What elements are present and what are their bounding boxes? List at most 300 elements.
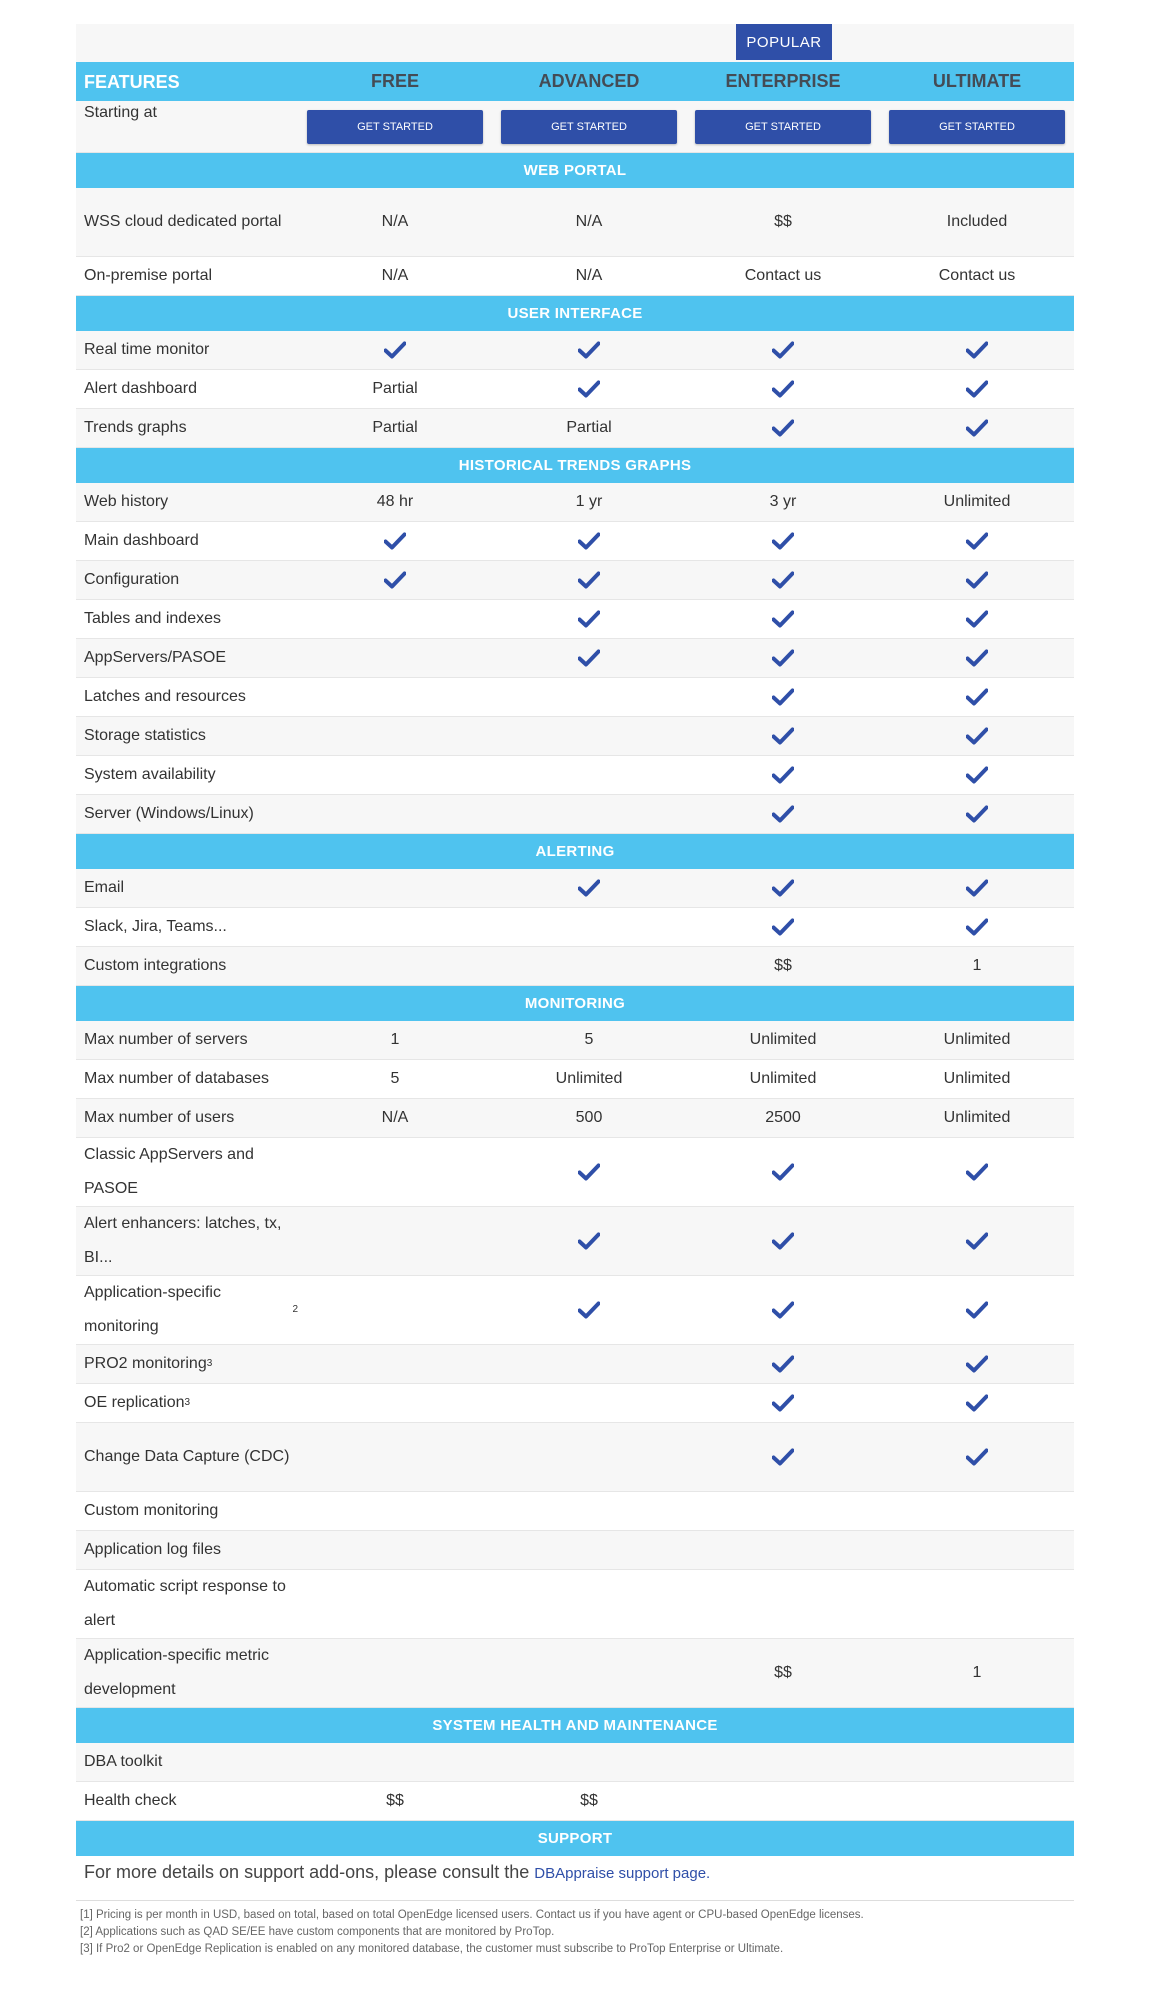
feature-label-cell: OE replication 3 (76, 1384, 298, 1422)
value-cell: Unlimited (943, 1031, 1011, 1048)
check-icon (384, 532, 406, 550)
check-icon (772, 918, 794, 936)
footnote-2: [2] Applications such as QAD SE/EE have custom components that are monitored by ProTop. (80, 1926, 555, 1938)
pricing-table (76, 24, 1074, 1958)
check-icon (966, 341, 988, 359)
starting-at-row (76, 101, 1074, 153)
included-cell (686, 331, 880, 369)
feature-label: Tables and indexes (84, 610, 221, 627)
feature-label: OE replication (84, 1394, 185, 1411)
feature-label: WSS cloud dedicated portal (84, 213, 282, 230)
feature-row (76, 1570, 1074, 1639)
included-cell (880, 331, 1074, 369)
feature-row (76, 483, 1074, 522)
check-icon (966, 419, 988, 437)
check-icon (966, 805, 988, 823)
value-cell (298, 947, 492, 985)
included-cell (686, 639, 880, 677)
check-icon (772, 688, 794, 706)
check-icon (772, 727, 794, 745)
check-icon (966, 380, 988, 398)
value-cell (298, 1743, 492, 1781)
value-cell: Included (946, 213, 1008, 230)
value-cell: N/A (575, 213, 603, 230)
feature-label: PRO2 monitoring (84, 1355, 207, 1372)
feature-label: Automatic script response to alert (84, 1578, 286, 1629)
feature-row (76, 1345, 1074, 1384)
value-cell (492, 1423, 686, 1491)
check-icon (578, 649, 600, 667)
value-cell: Partial (372, 419, 418, 436)
check-icon (578, 1301, 600, 1319)
feature-row (76, 188, 1074, 257)
feature-label: Email (84, 879, 125, 896)
value-cell (686, 1570, 880, 1638)
value-cell: Unlimited (943, 1070, 1011, 1087)
included-cell (686, 1384, 880, 1422)
check-icon (578, 1232, 600, 1250)
included-cell (492, 639, 686, 677)
feature-label-cell (76, 639, 298, 677)
included-cell (880, 522, 1074, 560)
support-note (76, 1856, 1074, 1894)
feature-label: Trends graphs (84, 419, 187, 436)
plan-ultimate-heading: ULTIMATE (932, 71, 1022, 91)
feature-label-cell (76, 795, 298, 833)
feature-label-cell (76, 522, 298, 560)
feature-row (76, 1099, 1074, 1138)
included-cell (880, 908, 1074, 946)
included-cell (880, 1276, 1074, 1344)
feature-label-cell: Application-specific monitoring 2 (76, 1276, 298, 1344)
feature-row (76, 908, 1074, 947)
feature-row (76, 717, 1074, 756)
included-cell (686, 869, 880, 907)
feature-row (76, 869, 1074, 908)
check-icon (772, 1232, 794, 1250)
feature-label-cell (76, 717, 298, 755)
popular-badge: POPULAR (736, 24, 832, 60)
feature-row (76, 1423, 1074, 1492)
value-cell: Partial (566, 419, 612, 436)
value-cell (686, 1782, 880, 1820)
included-cell (880, 1423, 1074, 1491)
value-cell: Unlimited (749, 1031, 817, 1048)
feature-row (76, 1138, 1074, 1207)
value-cell: Unlimited (943, 1109, 1011, 1126)
feature-label: DBA toolkit (84, 1753, 163, 1770)
check-icon (772, 1355, 794, 1373)
feature-label-cell (76, 1099, 298, 1137)
value-cell (492, 678, 686, 716)
feature-label-cell (76, 908, 298, 946)
check-icon (966, 649, 988, 667)
check-icon (578, 610, 600, 628)
check-icon (966, 532, 988, 550)
feature-label-cell (76, 257, 298, 295)
value-cell: Unlimited (749, 1070, 817, 1087)
included-cell (686, 522, 880, 560)
feature-label: Latches and resources (84, 688, 246, 705)
feature-label-cell (76, 1570, 298, 1638)
value-cell (298, 1570, 492, 1638)
included-cell (880, 600, 1074, 638)
feature-row (76, 947, 1074, 986)
value-cell (880, 1743, 1074, 1781)
check-icon (966, 727, 988, 745)
feature-label-cell (76, 188, 298, 256)
footnotes (76, 1901, 1074, 1958)
check-icon (772, 419, 794, 437)
value-cell (492, 1384, 686, 1422)
section-header: SYSTEM HEALTH AND MAINTENANCE (76, 1708, 1074, 1743)
check-icon (578, 341, 600, 359)
included-cell (880, 370, 1074, 408)
check-icon (578, 1163, 600, 1181)
value-cell (298, 1531, 492, 1569)
value-cell (492, 1570, 686, 1638)
check-icon (966, 766, 988, 784)
included-cell (880, 756, 1074, 794)
included-cell (492, 600, 686, 638)
feature-label-cell (76, 1060, 298, 1098)
included-cell (492, 1276, 686, 1344)
feature-row (76, 1060, 1074, 1099)
value-cell: Unlimited (555, 1070, 623, 1087)
included-cell (686, 678, 880, 716)
check-icon (772, 571, 794, 589)
feature-label-cell (76, 1207, 298, 1275)
check-icon (966, 879, 988, 897)
check-icon (966, 1355, 988, 1373)
value-cell: Contact us (744, 267, 822, 284)
feature-label: Configuration (84, 571, 180, 588)
feature-label-cell (76, 756, 298, 794)
value-cell: $$ (774, 957, 792, 974)
included-cell (686, 908, 880, 946)
value-cell (686, 1531, 880, 1569)
feature-label-cell (76, 561, 298, 599)
features-heading: FEATURES (84, 71, 180, 92)
check-icon (772, 649, 794, 667)
feature-label-cell: PRO2 monitoring 3 (76, 1345, 298, 1383)
included-cell (686, 1423, 880, 1491)
feature-label: Max number of databases (84, 1070, 269, 1087)
check-icon (772, 1163, 794, 1181)
included-cell (880, 639, 1074, 677)
feature-label: Max number of users (84, 1109, 235, 1126)
included-cell (880, 717, 1074, 755)
feature-label: System availability (84, 766, 216, 783)
value-cell: $$ (774, 213, 792, 230)
value-cell (492, 795, 686, 833)
feature-label: Alert dashboard (84, 380, 197, 397)
feature-label: Change Data Capture (CDC) (84, 1448, 290, 1465)
check-icon (966, 1232, 988, 1250)
feature-label-cell (76, 1021, 298, 1059)
feature-row (76, 561, 1074, 600)
check-icon (966, 571, 988, 589)
value-cell (880, 1531, 1074, 1569)
feature-label: Custom integrations (84, 957, 227, 974)
feature-row (76, 1782, 1074, 1821)
value-cell: 1 (972, 957, 982, 974)
feature-label: Application-specific monitoring (84, 1284, 221, 1335)
value-cell: Partial (372, 380, 418, 397)
check-icon (966, 918, 988, 936)
feature-label-cell (76, 370, 298, 408)
value-cell (298, 1207, 492, 1275)
value-cell (298, 678, 492, 716)
feature-label-cell (76, 947, 298, 985)
value-cell (492, 756, 686, 794)
check-icon (772, 341, 794, 359)
value-cell: Unlimited (943, 493, 1011, 510)
value-cell: N/A (381, 267, 409, 284)
included-cell (880, 678, 1074, 716)
value-cell: 2500 (765, 1109, 801, 1126)
feature-label: Server (Windows/Linux) (84, 805, 254, 822)
feature-label: Max number of servers (84, 1031, 248, 1048)
value-cell: $$ (386, 1792, 404, 1809)
feature-row (76, 331, 1074, 370)
feature-row (76, 522, 1074, 561)
check-icon (772, 1394, 794, 1412)
check-icon (578, 571, 600, 589)
value-cell: $$ (774, 1664, 792, 1681)
included-cell (686, 1207, 880, 1275)
value-cell: 1 (390, 1031, 400, 1048)
feature-label: Slack, Jira, Teams... (84, 918, 227, 935)
value-cell: N/A (381, 213, 409, 230)
section-header: HISTORICAL TRENDS GRAPHS (76, 448, 1074, 483)
feature-row (76, 600, 1074, 639)
value-cell (492, 1492, 686, 1530)
included-cell (686, 600, 880, 638)
value-cell (298, 1384, 492, 1422)
value-cell (298, 1492, 492, 1530)
value-cell (686, 1492, 880, 1530)
value-cell (298, 1345, 492, 1383)
feature-label-cell (76, 678, 298, 716)
feature-sections (76, 153, 1074, 1821)
check-icon (772, 1301, 794, 1319)
feature-label: Main dashboard (84, 532, 199, 549)
value-cell (298, 1276, 492, 1344)
included-cell (686, 409, 880, 447)
feature-label-cell (76, 331, 298, 369)
feature-label-cell (76, 1743, 298, 1781)
feature-row (76, 639, 1074, 678)
value-cell (880, 1570, 1074, 1638)
feature-label: Application log files (84, 1541, 221, 1558)
feature-label-cell (76, 409, 298, 447)
check-icon (578, 879, 600, 897)
check-icon (578, 532, 600, 550)
value-cell (492, 908, 686, 946)
check-icon (772, 610, 794, 628)
check-icon (384, 571, 406, 589)
feature-label: Custom monitoring (84, 1502, 219, 1519)
feature-row (76, 1207, 1074, 1276)
plan-free-heading: FREE (370, 71, 419, 91)
value-cell: 1 (972, 1664, 982, 1681)
feature-label: Real time monitor (84, 341, 210, 358)
check-icon (578, 380, 600, 398)
check-icon (772, 879, 794, 897)
included-cell (880, 795, 1074, 833)
value-cell (686, 1743, 880, 1781)
value-cell (298, 639, 492, 677)
feature-label-cell (76, 483, 298, 521)
included-cell (880, 869, 1074, 907)
value-cell: N/A (381, 1109, 409, 1126)
value-cell (298, 1138, 492, 1206)
feature-label: Storage statistics (84, 727, 206, 744)
check-icon (772, 766, 794, 784)
value-cell: N/A (575, 267, 603, 284)
feature-label: Classic AppServers and PASOE (84, 1146, 254, 1197)
value-cell: $$ (580, 1792, 598, 1809)
check-icon (966, 688, 988, 706)
feature-label-cell (76, 1639, 298, 1707)
value-cell (492, 1531, 686, 1569)
included-cell (880, 1345, 1074, 1383)
get-started-free-button[interactable]: GET STARTED (307, 110, 483, 144)
feature-row (76, 1639, 1074, 1708)
included-cell (686, 1345, 880, 1383)
starting-at-label: Starting at (84, 104, 157, 121)
value-cell: 500 (575, 1109, 603, 1126)
included-cell (686, 1276, 880, 1344)
get-started-ultimate-button[interactable]: GET STARTED (889, 110, 1065, 144)
plan-advanced-heading: ADVANCED (538, 71, 640, 91)
included-cell (686, 1138, 880, 1206)
feature-label-cell (76, 869, 298, 907)
feature-label: Application-specific metric development (84, 1647, 269, 1698)
included-cell (686, 756, 880, 794)
section-header: MONITORING (76, 986, 1074, 1021)
feature-row (76, 409, 1074, 448)
get-started-enterprise-button[interactable]: GET STARTED (695, 110, 871, 144)
included-cell (880, 409, 1074, 447)
value-cell (298, 1423, 492, 1491)
feature-label: AppServers/PASOE (84, 649, 226, 666)
get-started-advanced-button[interactable]: GET STARTED (501, 110, 677, 144)
check-icon (772, 805, 794, 823)
value-cell (298, 600, 492, 638)
included-cell (298, 561, 492, 599)
included-cell (492, 370, 686, 408)
included-cell (686, 795, 880, 833)
feature-row (76, 1384, 1074, 1423)
value-cell (298, 908, 492, 946)
check-icon (966, 1163, 988, 1181)
support-page-link[interactable]: DBAppraise support page. (534, 1865, 711, 1882)
section-header: WEB PORTAL (76, 153, 1074, 188)
popular-row (76, 24, 1074, 62)
support-text: For more details on support add-ons, please consult the (84, 1862, 535, 1882)
check-icon (384, 341, 406, 359)
included-cell (686, 561, 880, 599)
value-cell (298, 869, 492, 907)
feature-label: Health check (84, 1792, 177, 1809)
feature-row (76, 678, 1074, 717)
value-cell: 1 yr (575, 493, 603, 510)
footnote-1: [1] Pricing is per month in USD, based on total, based on total OpenEdge licensed users. Contact us if you have agent or CPU-based OpenEdge licenses. (80, 1909, 864, 1921)
included-cell (298, 522, 492, 560)
included-cell (686, 717, 880, 755)
value-cell: 48 hr (376, 493, 414, 510)
included-cell (298, 331, 492, 369)
included-cell (880, 1138, 1074, 1206)
check-icon (966, 610, 988, 628)
feature-row (76, 1276, 1074, 1345)
value-cell (298, 795, 492, 833)
check-icon (772, 532, 794, 550)
value-cell: Contact us (938, 267, 1016, 284)
feature-label-cell (76, 1782, 298, 1820)
feature-row (76, 1531, 1074, 1570)
section-header: ALERTING (76, 834, 1074, 869)
included-cell (492, 869, 686, 907)
feature-row (76, 1492, 1074, 1531)
feature-label-cell (76, 1492, 298, 1530)
value-cell (492, 947, 686, 985)
feature-label-cell (76, 600, 298, 638)
check-icon (966, 1301, 988, 1319)
feature-row (76, 1021, 1074, 1060)
feature-row (76, 257, 1074, 296)
value-cell: 3 yr (769, 493, 797, 510)
included-cell (492, 1207, 686, 1275)
value-cell: 5 (584, 1031, 594, 1048)
included-cell (880, 1207, 1074, 1275)
included-cell (686, 370, 880, 408)
included-cell (492, 1138, 686, 1206)
footnote-3: [3] If Pro2 or OpenEdge Replication is enabled on any monitored database, the customer must subscribe to ProTop Enterprise or Ultimate. (80, 1943, 784, 1955)
value-cell (492, 1743, 686, 1781)
included-cell (492, 561, 686, 599)
feature-row (76, 756, 1074, 795)
value-cell (298, 756, 492, 794)
value-cell (880, 1782, 1074, 1820)
feature-label: Alert enhancers: latches, tx, BI... (84, 1215, 282, 1266)
value-cell (492, 1639, 686, 1707)
feature-row (76, 795, 1074, 834)
feature-label: Web history (84, 493, 169, 510)
plan-enterprise-heading: ENTERPRISE (725, 71, 841, 91)
feature-label-cell (76, 1531, 298, 1569)
value-cell: 5 (390, 1070, 400, 1087)
check-icon (966, 1394, 988, 1412)
feature-label: On-premise portal (84, 267, 213, 284)
section-header-support: SUPPORT (76, 1821, 1074, 1856)
feature-label-cell (76, 1423, 298, 1491)
value-cell (492, 717, 686, 755)
check-icon (966, 1448, 988, 1466)
check-icon (772, 1448, 794, 1466)
feature-label-cell (76, 1138, 298, 1206)
value-cell (492, 1345, 686, 1383)
included-cell (492, 331, 686, 369)
value-cell (880, 1492, 1074, 1530)
included-cell (880, 561, 1074, 599)
section-header: USER INTERFACE (76, 296, 1074, 331)
feature-row (76, 1743, 1074, 1782)
feature-row (76, 370, 1074, 409)
value-cell (298, 717, 492, 755)
